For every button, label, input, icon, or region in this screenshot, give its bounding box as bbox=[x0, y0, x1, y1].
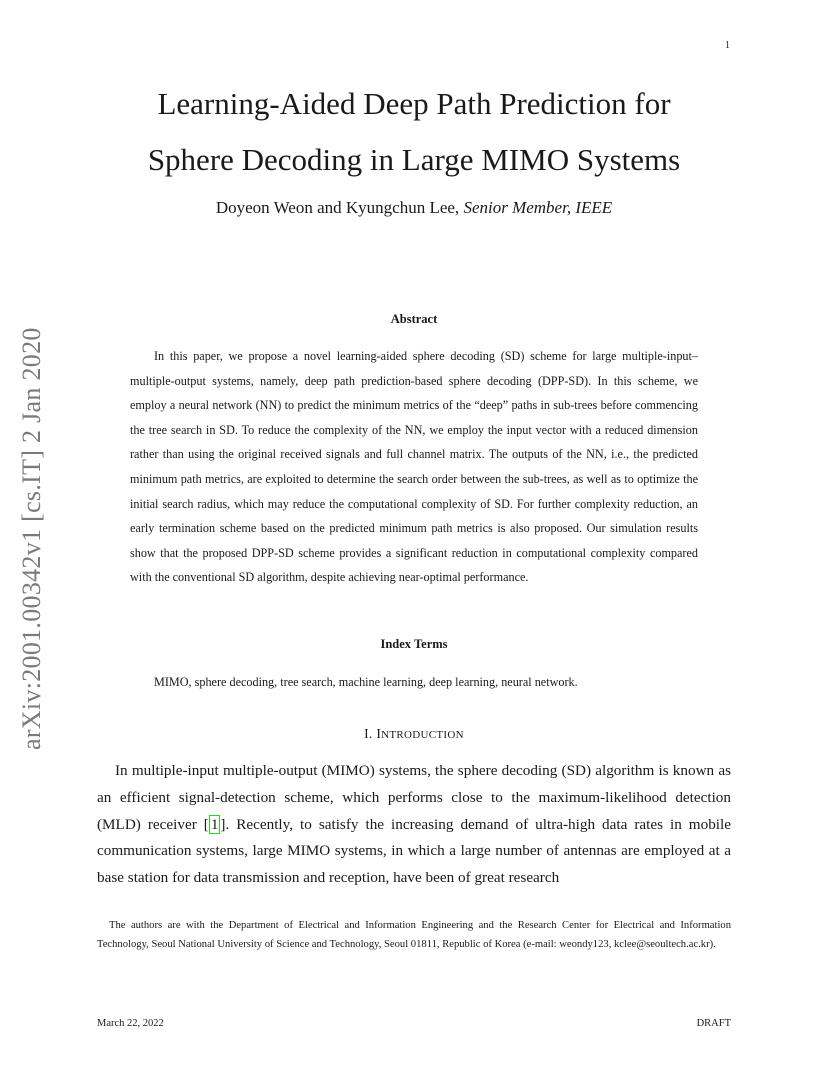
section-numeral: I. bbox=[364, 726, 373, 741]
author-affiliation-footnote: The authors are with the Department of Electrical and Information Engineering and the Research Center for Electrical and Information Technology, Seoul National University of Science and Technology, Seoul 01811, Republic of Korea (e-mail: weondy123, kclee@seoultech.ac.kr). bbox=[97, 920, 731, 950]
page-number: 1 bbox=[725, 40, 730, 51]
citation-link-1[interactable]: 1 bbox=[210, 815, 219, 833]
author-names: Doyeon Weon and Kyungchun Lee, bbox=[215, 198, 460, 217]
abstract-heading: Abstract bbox=[390, 312, 438, 326]
footer-date: March 22, 2022 bbox=[97, 1018, 164, 1029]
abstract-text: In this paper, we propose a novel learning-aided sphere decoding (SD) scheme for large multiple-input–multiple-output systems, namely, deep path prediction-based sphere decoding (DPP-SD). In this scheme, we employ a neural network (NN) to predict the minimum metrics of the “deep” paths in sub-trees before commencing the tree search in SD. To reduce the complexity of the NN, we employ the input vector with a reduced dimension rather than using the original received signals and full channel matrix. The outputs of the NN, i.e., the predicted minimum path metrics, are exploited to determine the search order between the sub-trees, as well as to optimize the initial search radius, which may reduce the computational complexity of SD. For further complexity reduction, an early termination scheme based on the predicted minimum path metrics is also proposed. Our simulation results show that the proposed DPP-SD scheme provides a significant reduction in computational complexity compared with the conventional SD algorithm, despite achieving near-optimal performance. bbox=[130, 349, 698, 585]
section-title-first-letter: I bbox=[376, 726, 382, 741]
footer-draft-label: DRAFT bbox=[696, 1018, 731, 1029]
section-heading-introduction bbox=[0, 726, 828, 742]
author-membership: Senior Member, IEEE bbox=[463, 198, 613, 217]
title-line-1: Learning-Aided Deep Path Prediction for bbox=[157, 86, 671, 121]
section-title-rest: NTRODUCTION bbox=[381, 729, 464, 741]
introduction-paragraph bbox=[97, 758, 731, 892]
index-terms-heading: Index Terms bbox=[380, 637, 448, 651]
index-terms: MIMO, sphere decoding, tree search, machine learning, deep learning, neural network. bbox=[154, 675, 578, 689]
intro-text-before-ref: In multiple-input multiple-output (MIMO) systems, the sphere decoding (SD) algorithm is known as an efficient signal-detection scheme, which performs close to the maximum-likelihood detection (MLD) receiver [ bbox=[97, 762, 731, 833]
intro-text-after-ref: ]. Recently, to satisfy the increasing demand of ultra-high data rates in mobile communication systems, large MIMO systems, in which a large number of antennas are employed at a base station for data transmission and reception, have been of great research bbox=[97, 815, 731, 887]
author-list bbox=[0, 198, 828, 218]
title-line-2: Sphere Decoding in Large MIMO Systems bbox=[147, 142, 681, 177]
paper-title bbox=[0, 76, 828, 188]
arxiv-side-stamp: arXiv:2001.00342v1 [cs.IT] 2 Jan 2020 bbox=[17, 327, 46, 750]
